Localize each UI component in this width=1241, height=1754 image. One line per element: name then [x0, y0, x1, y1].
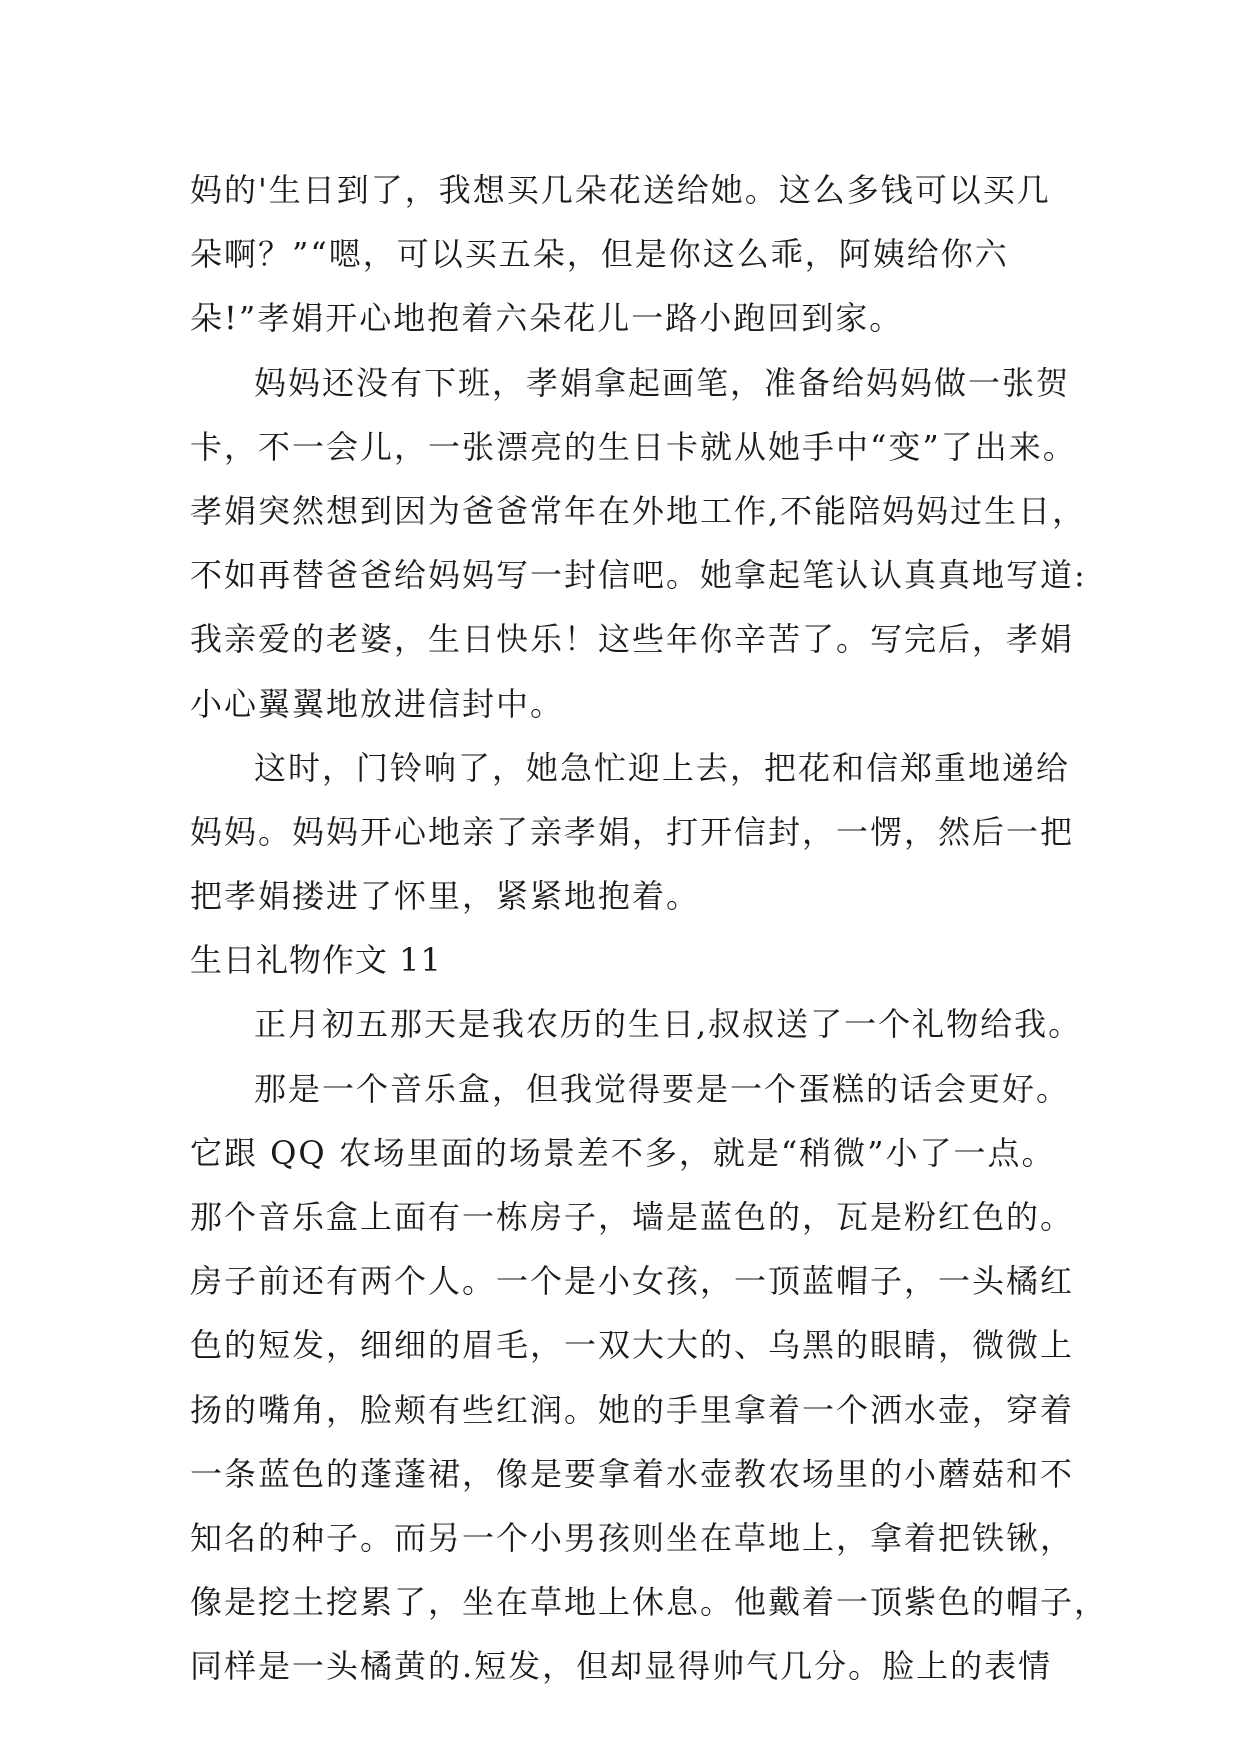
paragraph	[190, 736, 1075, 929]
paragraph-line: 卡，不一会儿，一张漂亮的生日卡就从她手中“变”了出来。	[190, 427, 1077, 466]
paragraph-line: 孝娟突然想到因为爸爸常年在外地工作,不能陪妈妈过生日，	[190, 491, 1087, 530]
paragraph-line: 那个音乐盒上面有一栋房子，墙是蓝色的，瓦是粉红色的。	[190, 1198, 1075, 1236]
paragraph-line: 像是挖土挖累了，坐在草地上休息。他戴着一顶紫色的帽子，	[190, 1583, 1109, 1622]
paragraph	[190, 1057, 1109, 1699]
paragraph-line: 房子前还有两个人。一个是小女孩，一顶蓝帽子，一头橘红	[190, 1262, 1075, 1301]
paragraph-line: 不如再替爸爸给妈妈写一封信吧。她拿起笔认认真真地写道:	[190, 556, 1087, 595]
paragraph-line: 正月初五那天是我农历的生日,叔叔送了一个礼物给我。	[254, 1005, 1083, 1044]
paragraph-line: 扬的嘴角，脸颊有些红润。她的手里拿着一个洒水壶，穿着	[190, 1390, 1075, 1429]
paragraph-line: 那是一个音乐盒，但我觉得要是一个蛋糕的话会更好。	[254, 1069, 1071, 1108]
paragraph-line: 把孝娟搂进了怀里，紧紧地抱着。	[190, 877, 701, 916]
paragraph	[190, 158, 1070, 351]
heading-text: 生日礼物作文 11	[190, 941, 442, 980]
paragraph-line: 妈妈还没有下班，孝娟拿起画笔，准备给妈妈做一张贺	[254, 363, 1071, 402]
paragraph-line: 知名的种子。而另一个小男孩则坐在草地上，拿着把铁锹，	[190, 1518, 1075, 1557]
paragraph-line: 朵!”孝娟开心地抱着六朵花儿一路小跑回到家。	[190, 299, 904, 338]
document-body	[190, 158, 1109, 1699]
paragraph-line: 我亲爱的老婆，生日快乐！这些年你辛苦了。写完后，孝娟	[190, 620, 1075, 659]
paragraph	[190, 992, 1083, 1056]
paragraph-line: 一条蓝色的蓬蓬裙，像是要拿着水壶教农场里的小蘑菇和不	[190, 1454, 1075, 1493]
paragraph-line: 它跟 QQ 农场里面的场景差不多，就是“稍微”小了一点。	[190, 1133, 1056, 1172]
paragraph-line: 朵啊？”“嗯，可以买五朵，但是你这么乖，阿姨给你六	[190, 235, 1009, 274]
paragraph-line: 色的短发，细细的眉毛，一双大大的、乌黑的眼睛，微微上	[190, 1326, 1075, 1365]
paragraph-line: 妈的'生日到了，我想买几朵花送给她。这么多钱可以买几	[190, 171, 1051, 209]
paragraph-line: 同样是一头橘黄的.短发，但却显得帅气几分。脸上的表情	[190, 1647, 1053, 1686]
paragraph	[190, 351, 1087, 736]
paragraph-line: 小心翼翼地放进信封中。	[190, 684, 565, 723]
paragraph-line: 这时，门铃响了，她急忙迎上去，把花和信郑重地递给	[254, 748, 1071, 787]
paragraph-line: 妈妈。妈妈开心地亲了亲孝娟，打开信封，一愣，然后一把	[190, 812, 1075, 851]
section-heading	[190, 928, 1070, 992]
